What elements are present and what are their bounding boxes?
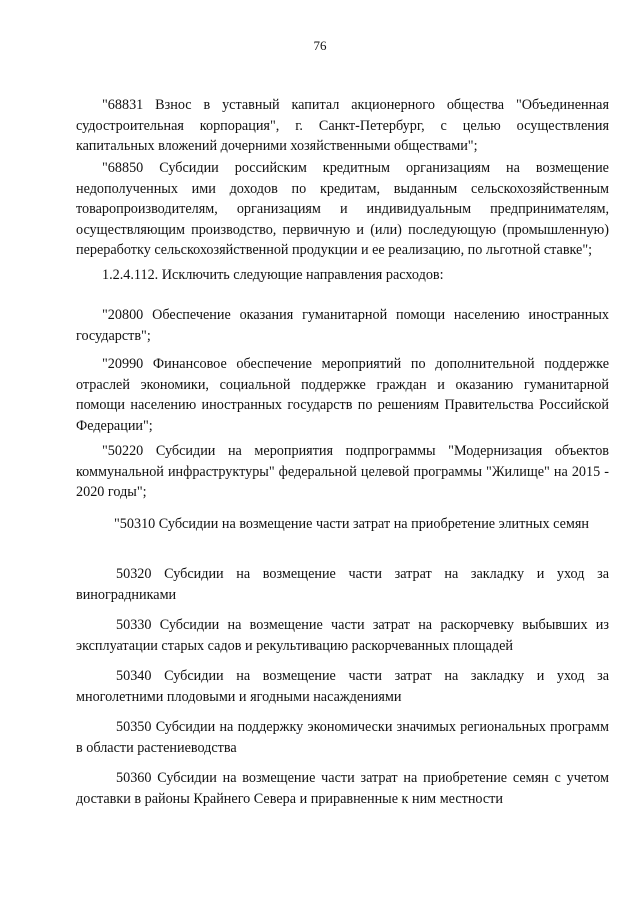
paragraph-section-1-2-4-112: 1.2.4.112. Исключить следующие направления расходов: [102,267,444,283]
paragraph-50350: 50350 Субсидии на поддержку экономически значимых региональных программ в области растениеводства [76,719,609,756]
paragraph-50330: 50330 Субсидии на возмещение части затрат на раскорчевку выбывших из эксплуатации старых садов и рекультивацию раскорчеванных площадей [76,617,609,654]
paragraph-20800: "20800 Обеспечение оказания гуманитарной помощи населению иностранных государств"; [76,307,609,344]
paragraph-68831: "68831 Взнос в уставный капитал акционерного общества "Объединенная судостроительная корпорация", г. Санкт-Петербург, с целью осуществления капитальных вложений дочерними хозяйственными обществами"; [76,97,609,155]
paragraph-20990: "20990 Финансовое обеспечение мероприятий по дополнительной поддержке отраслей экономики, социальной поддержке граждан и оказанию гуманитарной помощи населению иностранных государств по решениям Правительства Российской Федерации"; [76,356,609,434]
page-number: 76 [313,38,327,53]
paragraph-50310: "50310 Субсидии на возмещение части затрат на приобретение элитных семян [114,516,589,532]
paragraph-50360: 50360 Субсидии на возмещение части затрат на приобретение семян с учетом доставки в районы Крайнего Севера и приравненные к ним местности [76,770,609,807]
paragraph-50220: "50220 Субсидии на мероприятия подпрограммы "Модернизация объектов коммунальной инфраструктуры" федеральной целевой программы "Жилище" на 2015 - 2020 годы"; [76,443,609,501]
paragraph-50320: 50320 Субсидии на возмещение части затрат на закладку и уход за виноградниками [76,566,609,603]
paragraph-50340: 50340 Субсидии на возмещение части затрат на закладку и уход за многолетними плодовыми и ягодными насаждениями [76,668,609,705]
paragraph-68850: "68850 Субсидии российским кредитным организациям на возмещение недополученных ими доходов по кредитам, выданным сельскохозяйственным товаропроизводителям, организациям и индивидуальным предпринимателям, осуществляющим производство, первичную и (или) последующую (промышленную) переработку сельскохозяйственной продукции и ее реализацию, по льготной ставке"; [76,160,609,259]
